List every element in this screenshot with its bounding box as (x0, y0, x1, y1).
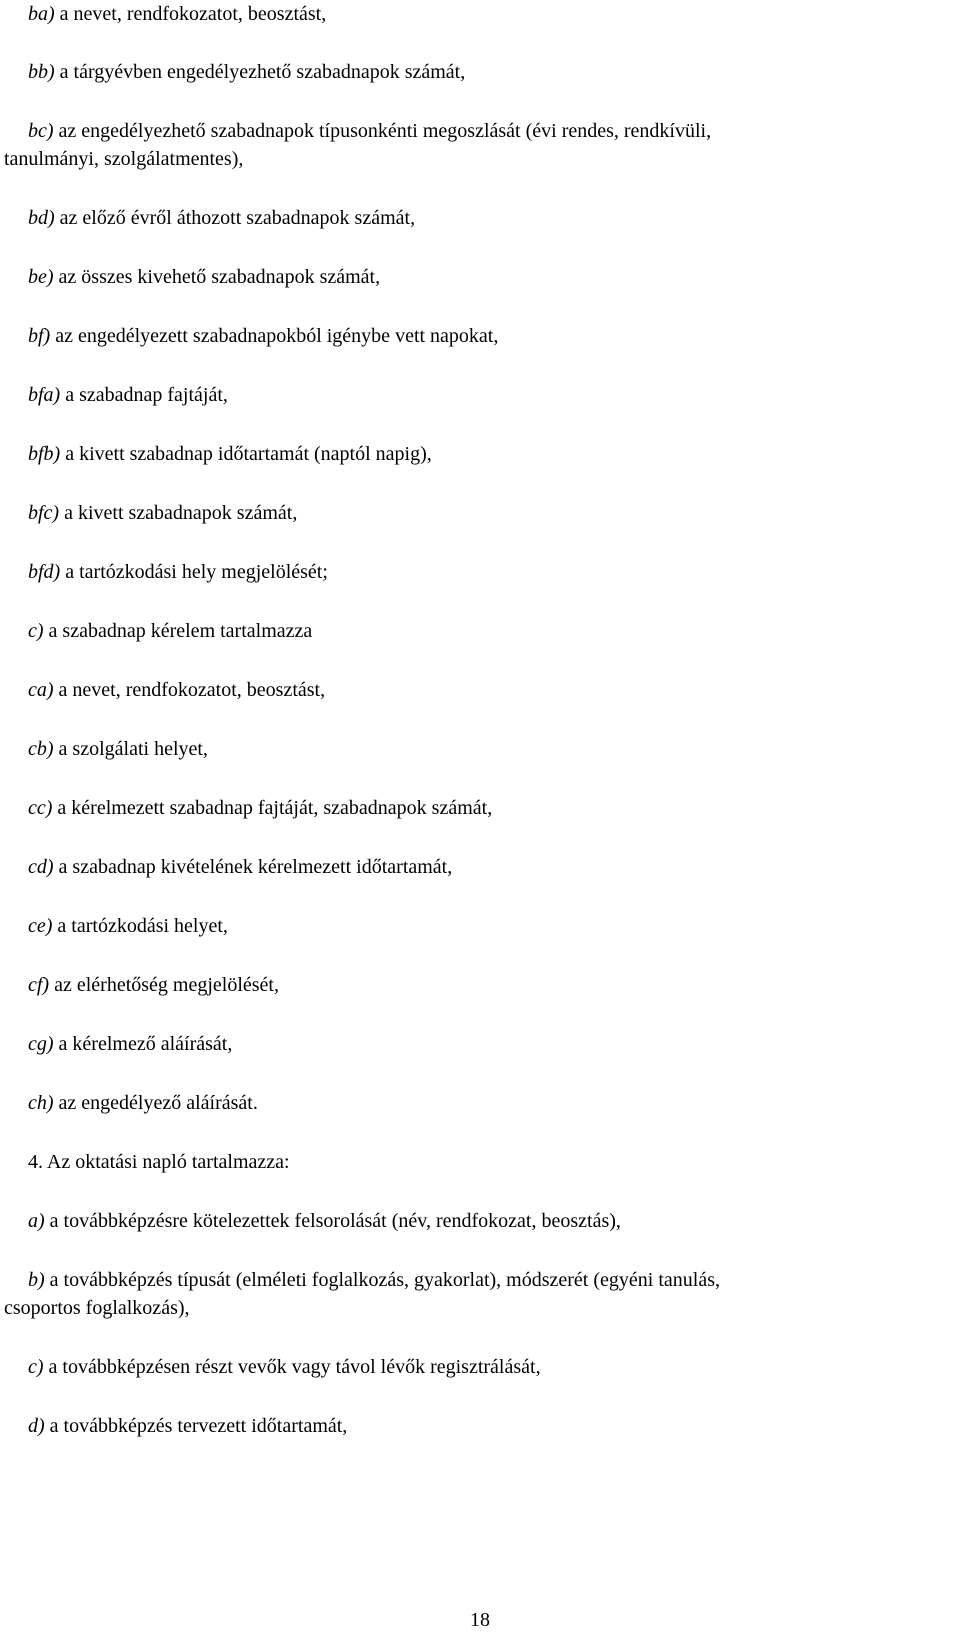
list-item-cc: cc) a kérelmezett szabadnap fajtáját, szabadnapok számát, (28, 797, 493, 819)
list-item-d: d) a továbbképzés tervezett időtartamát, (28, 1415, 348, 1437)
list-item-be: be) az összes kivehető szabadnapok számát, (28, 266, 381, 288)
list-item-ce: ce) a tartózkodási helyet, (28, 915, 228, 937)
list-item-b: b) a továbbképzés típusát (elméleti foglalkozás, gyakorlat), módszerét (egyéni tanulás, (28, 1269, 720, 1291)
list-item-ba: ba) a nevet, rendfokozatot, beosztást, (28, 3, 327, 25)
list-item-b-continuation: csoportos foglalkozás), (4, 1297, 190, 1319)
list-item-ch: ch) az engedélyező aláírását. (28, 1092, 258, 1114)
list-item-cg: cg) a kérelmező aláírását, (28, 1033, 233, 1055)
list-item-bfd: bfd) a tartózkodási hely megjelölését; (28, 561, 328, 583)
list-item-bb: bb) a tárgyévben engedélyezhető szabadnapok számát, (28, 61, 466, 83)
list-item-a: a) a továbbképzésre kötelezettek felsorolását (név, rendfokozat, beosztás), (28, 1210, 621, 1232)
list-item-c: c) a szabadnap kérelem tartalmazza (28, 620, 313, 642)
list-item-bc-continuation: tanulmányi, szolgálatmentes), (4, 148, 244, 170)
section-heading-4: 4. Az oktatási napló tartalmazza: (28, 1151, 290, 1173)
list-item-bc: bc) az engedélyezhető szabadnapok típusonkénti megoszlását (évi rendes, rendkívüli, (28, 120, 712, 142)
list-item-bfa: bfa) a szabadnap fajtáját, (28, 384, 228, 406)
list-item-c2: c) a továbbképzésen részt vevők vagy távol lévők regisztrálását, (28, 1356, 541, 1378)
list-item-cd: cd) a szabadnap kivételének kérelmezett időtartamát, (28, 856, 453, 878)
list-item-bd: bd) az előző évről áthozott szabadnapok számát, (28, 207, 416, 229)
list-item-ca: ca) a nevet, rendfokozatot, beosztást, (28, 679, 326, 701)
list-item-cb: cb) a szolgálati helyet, (28, 738, 208, 760)
page-number: 18 (470, 1609, 490, 1631)
list-item-cf: cf) az elérhetőség megjelölését, (28, 974, 279, 996)
list-item-bf: bf) az engedélyezett szabadnapokból igénybe vett napokat, (28, 325, 499, 347)
list-item-bfc: bfc) a kivett szabadnapok számát, (28, 502, 298, 524)
list-item-bfb: bfb) a kivett szabadnap időtartamát (naptól napig), (28, 443, 432, 465)
